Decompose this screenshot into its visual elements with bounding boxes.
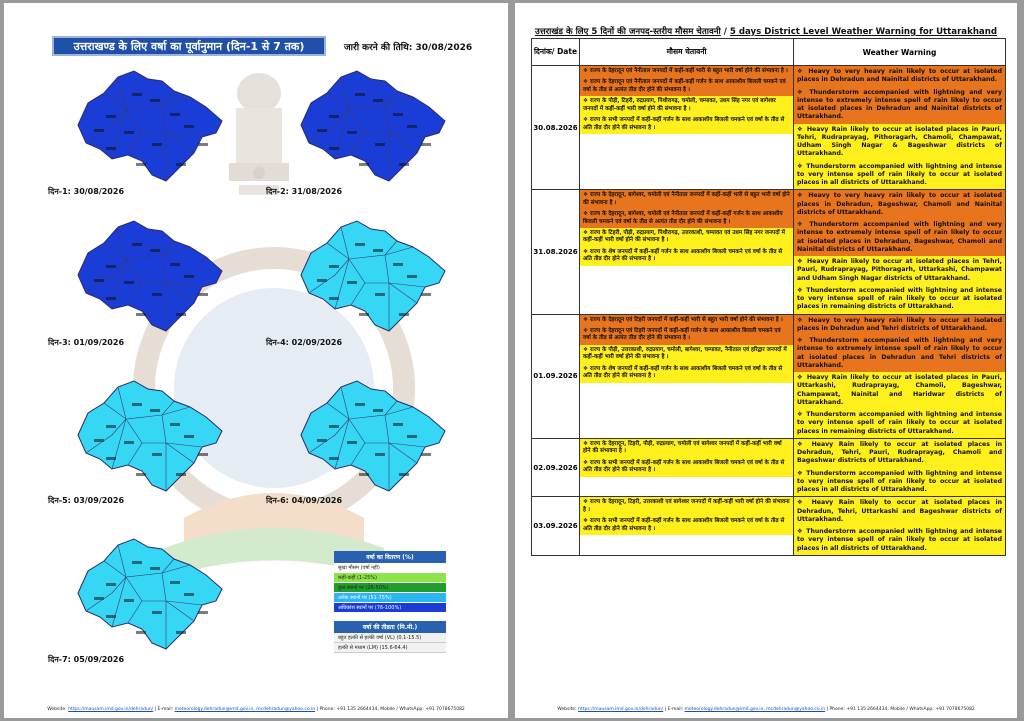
uttarakhand-map bbox=[66, 213, 231, 338]
intensity-row: हल्की से मध्यम (LM) (15.6-64.4) bbox=[334, 643, 446, 653]
forecast-map-day-4 bbox=[289, 213, 454, 338]
warning-text: ❖ Thunderstorm accompanied with lightning and very intense to extremely intense spell of rain likely to occur at isolated places in Dehradun and Nainital districts of Uttarakhand. bbox=[794, 87, 1005, 124]
hindi-warning-cell bbox=[580, 66, 794, 190]
english-warning-cell bbox=[794, 438, 1006, 497]
day-label-2: दिन-2: 31/08/2026 bbox=[266, 187, 343, 196]
warning-row bbox=[532, 314, 1006, 438]
diamond-bullet-icon: ❖ bbox=[797, 411, 807, 418]
warning-text: ❖ राज्य के पौड़ी, उत्तरकाशी, रुद्रप्रयाग, चमोली, बागेश्वर, चम्पावत, नैनीताल एवं हरिद्वार जनपदों में कहीं-कहीं भारी वर्षा होने की संभावना है । bbox=[580, 345, 793, 364]
warning-text: ❖ Heavy Rain likely to occur at isolated places in Pauri, Uttarkashi, Rudraprayag, Chamoli, Bageshwar, Champawat, Nainital and Haridwar districts of Uttarakhand. bbox=[794, 372, 1005, 409]
diamond-bullet-icon: ❖ bbox=[797, 374, 807, 381]
day-label-6: दिन-6: 04/09/2026 bbox=[266, 496, 343, 505]
forecast-map-day-2 bbox=[289, 63, 454, 188]
phone-text: | Phone: +91 135 2664434, Mobile / WhatsApp: +91 7078675082 bbox=[825, 707, 975, 712]
diamond-bullet-icon: ❖ bbox=[583, 459, 590, 466]
diamond-bullet-icon: ❖ bbox=[797, 125, 807, 133]
forecast-map-day-3 bbox=[66, 213, 231, 338]
diamond-bullet-icon: ❖ bbox=[583, 117, 590, 124]
day-label-5: दिन-5: 03/09/2026 bbox=[48, 496, 125, 505]
diamond-bullet-icon: ❖ bbox=[797, 469, 807, 477]
legend-row: कुछ स्थानों पर (26-50%) bbox=[334, 583, 446, 593]
diamond-bullet-icon: ❖ bbox=[583, 346, 590, 353]
warning-text: ❖ राज्य के देहरादून एवं नैनीताल जनपदों में कहीं-कहीं गर्जन के साथ आकाशीय बिजली चमकने एवं वर्षा के तीव्र से अत्यंत तीव्र दौर होने की संभावना है । bbox=[580, 77, 793, 96]
row-date: 30.08.2026 bbox=[532, 66, 580, 190]
hindi-warning-cell bbox=[580, 497, 794, 556]
warning-text: ❖ Thunderstorm accompanied with lightning and intense to very intense spell of rain likely to occur at isolated places in remaining districts of Uttarakhand. bbox=[794, 409, 1005, 438]
legend-row: सूखा मौसम (वर्षा नहीं) bbox=[334, 563, 446, 573]
warning-text: ❖ Heavy to very heavy rain likely to occur at isolated places in Dehradun and Tehri districts of Uttarakhand. bbox=[794, 315, 1005, 336]
uttarakhand-map bbox=[289, 213, 454, 338]
warning-text: ❖ राज्य के सभी जनपदों में कहीं-कहीं गर्जन के साथ आकाशीय बिजली चमकने एवं वर्षा के तीव्र से अति तीव्र दौर होने की संभावना है । bbox=[580, 458, 793, 477]
diamond-bullet-icon: ❖ bbox=[583, 518, 590, 525]
warning-text: ❖ राज्य के सभी जनपदों में कहीं-कहीं गर्जन के साथ आकाशीय बिजली चमकने एवं वर्षा के तीव्र से अति तीव्र दौर होने की संभावना है । bbox=[580, 516, 793, 535]
website-link[interactable]: https://mausam.imd.gov.in/dehradun/ bbox=[68, 707, 154, 712]
website-link[interactable]: https://mausam.imd.gov.in/dehradun/ bbox=[578, 707, 664, 712]
hindi-warning-header: मौसम चेतावनी bbox=[580, 39, 794, 66]
diamond-bullet-icon: ❖ bbox=[797, 528, 807, 535]
diamond-bullet-icon: ❖ bbox=[583, 79, 590, 86]
warning-text: ❖ Heavy Rain likely to occur at isolated places in Dehradun, Tehri, Pauri, Rudraprayag, Chamoli and Bageshwar districts of Uttarakhand. bbox=[794, 439, 1005, 468]
intensity-row: बहुत हल्की से हल्की वर्षा (VL) (0.1-15.5) bbox=[334, 633, 446, 643]
warning-row bbox=[532, 438, 1006, 497]
warning-table-page bbox=[515, 3, 1017, 718]
warning-text: ❖ राज्य के देहरादून, टिहरी, पौड़ी, रुद्रप्रयाग, चमोली एवं बागेश्वर जनपदों में कहीं-कहीं भारी वर्षा होने की संभावना है । bbox=[580, 439, 793, 458]
diamond-bullet-icon: ❖ bbox=[583, 230, 590, 236]
diamond-bullet-icon: ❖ bbox=[583, 365, 590, 372]
forecast-map-day-5 bbox=[66, 373, 231, 498]
rain-distribution-legend bbox=[334, 551, 446, 613]
row-date: 01.09.2026 bbox=[532, 314, 580, 438]
warning-text: ❖ Heavy Rain likely to occur at isolated places in Dehradun, Tehri, Uttarkashi and Bageshwar districts of Uttarakhand. bbox=[794, 497, 1005, 526]
diamond-bullet-icon: ❖ bbox=[583, 211, 590, 218]
row-date: 03.09.2026 bbox=[532, 497, 580, 556]
day-label-3: दिन-3: 01/09/2026 bbox=[48, 338, 125, 347]
warning-text: ❖ राज्य के देहरादून एवं टिहरी जनपदों में कहीं-कहीं भारी से बहुत भारी वर्षा होने की संभावना है । bbox=[580, 315, 793, 326]
issue-date: जारी करने की तिथि: 30/08/2026 bbox=[344, 43, 473, 53]
rain-intensity-legend bbox=[334, 621, 446, 653]
english-warning-cell bbox=[794, 497, 1006, 556]
warning-text: ❖ राज्य के देहरादून, टिहरी, उत्तरकाशी एवं बागेश्वर जनपदों में कहीं-कहीं भारी वर्षा होने की संभावना है । bbox=[580, 497, 793, 516]
warning-text: ❖ Thunderstorm accompanied with lightning and intense to very intense spell of rain likely to occur at isolated places in all districts of Uttarakhand. bbox=[794, 468, 1005, 497]
warning-text: ❖ Thunderstorm accompanied with lightning and very intense to extremely intense spell of rain likely to occur at isolated places in Dehradun, Bageshwar, Chamoli and Nainital districts of Uttarakhand. bbox=[794, 219, 1005, 256]
diamond-bullet-icon: ❖ bbox=[583, 98, 590, 105]
uttarakhand-map bbox=[66, 63, 231, 188]
warning-table bbox=[531, 38, 1006, 556]
diamond-bullet-icon: ❖ bbox=[583, 316, 590, 323]
date-header: दिनांक/ Date bbox=[532, 39, 580, 66]
legend-title: वर्षा का वितरण (%) bbox=[334, 551, 446, 563]
warning-text: ❖ Heavy Rain likely to occur at isolated places in Pauri, Tehri, Rudraprayag, Pithoragarh, Chamoli, Champawat, Udham Singh Nagar & Bageshwar districts of Uttarakhand. bbox=[794, 124, 1005, 161]
warning-title: उत्तराखंड के लिए 5 दिनों की जनपद-स्तरीय मौसम चेतावनी / 5 days District Level Weather Warning for Uttarakhand bbox=[534, 27, 998, 37]
hindi-warning-cell bbox=[580, 314, 794, 438]
diamond-bullet-icon: ❖ bbox=[583, 192, 590, 199]
uttarakhand-map bbox=[289, 373, 454, 498]
email-link[interactable]: meteorology.dehradun@imd.gov.in, mcdehradun@yahoo.co.in bbox=[684, 707, 826, 712]
forecast-map-day-1 bbox=[66, 63, 231, 188]
warning-text: ❖ राज्य के देहरादून, बागेश्वर, चमोली एवं नैनीताल जनपदों में कहीं-कहीं भारी से बहुत भारी वर्षा होने की संभावना है । bbox=[580, 190, 793, 209]
warning-text: ❖ राज्य के शेष जनपदों में कहीं-कहीं गर्जन के साथ आकाशीय बिजली चमकने एवं वर्षा के तीव्र से अति तीव्र दौर होने की संभावना है । bbox=[580, 247, 793, 266]
phone-text: | Phone: +91 135 2664434, Mobile / WhatsApp: +91 7078675082 bbox=[315, 707, 465, 712]
diamond-bullet-icon: ❖ bbox=[583, 248, 590, 255]
diamond-bullet-icon: ❖ bbox=[583, 499, 590, 506]
diamond-bullet-icon: ❖ bbox=[797, 258, 807, 265]
page-footer: Website: https://mausam.imd.gov.in/dehradun/ | E-mail: meteorology.dehradun@imd.gov.in, mcdehradun@yahoo.co.in | Phone: +91 135 2664434, Mobile / WhatsApp: +91 7078675082 bbox=[557, 707, 975, 712]
day-label-7: दिन-7: 05/09/2026 bbox=[48, 655, 125, 664]
diamond-bullet-icon: ❖ bbox=[797, 68, 809, 75]
page-footer: Website: https://mausam.imd.gov.in/dehradun/ | E-mail: meteorology.dehradun@imd.gov.in, mcdehradun@yahoo.co.in | Phone: +91 135 2664434, Mobile / WhatsApp: +91 7078675082 bbox=[47, 707, 465, 712]
email-link[interactable]: meteorology.dehradun@imd.gov.in, mcdehradun@yahoo.co.in bbox=[174, 707, 316, 712]
uttarakhand-map bbox=[66, 531, 231, 656]
intensity-legend-title: वर्षा की तीव्रता (मि.मी.) bbox=[334, 621, 446, 633]
forecast-map-day-7 bbox=[66, 531, 231, 656]
warning-text: ❖ राज्य के देहरादून एवं टिहरी जनपदों में कहीं-कहीं गर्जन के साथ आकाशीय बिजली चमकने एवं वर्षा के तीव्र से अत्यंत तीव्र दौर होने की संभावना है । bbox=[580, 326, 793, 345]
forecast-map-page bbox=[4, 3, 508, 718]
english-warning-cell bbox=[794, 314, 1006, 438]
warning-text: ❖ Heavy Rain likely to occur at isolated places in Tehri, Pauri, Rudraprayag, Pithoragarh, Uttarkashi, Champawat and Udham Singh Nagar districts of Uttarakhand. bbox=[794, 256, 1005, 285]
uttarakhand-map bbox=[289, 63, 454, 188]
diamond-bullet-icon: ❖ bbox=[797, 88, 810, 96]
warning-row bbox=[532, 190, 1006, 314]
diamond-bullet-icon: ❖ bbox=[583, 68, 590, 74]
diamond-bullet-icon: ❖ bbox=[583, 327, 590, 334]
diamond-bullet-icon: ❖ bbox=[797, 221, 810, 228]
warning-text: ❖ राज्य के सभी जनपदों में कहीं-कहीं गर्जन के साथ आकाशीय बिजली चमकने एवं वर्षा के तीव्र से अति तीव्र दौर होने की संभावना है । bbox=[580, 115, 793, 134]
english-warning-header: Weather Warning bbox=[794, 39, 1006, 66]
diamond-bullet-icon: ❖ bbox=[797, 337, 810, 344]
english-warning-cell bbox=[794, 190, 1006, 314]
warning-text: ❖ Thunderstorm accompanied with lightning and intense to very intense spell of rain likely to occur at isolated places in remaining districts of Uttarakhand. bbox=[794, 285, 1005, 314]
legend-row: अनेक स्थानों पर (51-75%) bbox=[334, 593, 446, 603]
warning-text: ❖ राज्य के पौड़ी, टिहरी, रुद्रप्रयाग, पिथौरागढ़, चमोली, चम्पावत, उधम सिंह नगर एवं बागेश्वर जनपदों में कहीं-कहीं भारी वर्षा होने की संभावना है । bbox=[580, 96, 793, 115]
diamond-bullet-icon: ❖ bbox=[797, 192, 809, 200]
warning-text: ❖ Thunderstorm accompanied with lightning and intense to very intense spell of rain likely to occur at isolated places in all districts of Uttarakhand. bbox=[794, 526, 1005, 555]
warning-row bbox=[532, 66, 1006, 190]
diamond-bullet-icon: ❖ bbox=[797, 286, 807, 294]
diamond-bullet-icon: ❖ bbox=[797, 499, 812, 507]
hindi-warning-cell bbox=[580, 190, 794, 314]
warning-text: ❖ Thunderstorm accompanied with lightning and intense to very intense spell of rain likely to occur at isolated places in all districts of Uttarakhand. bbox=[794, 161, 1005, 190]
page-title: उत्तराखण्ड के लिए वर्षा का पूर्वानुमान (दिन-1 से 7 तक) bbox=[52, 36, 326, 56]
warning-text: ❖ राज्य के देहरादून, बागेश्वर, चमोली एवं नैनीताल जनपदों में कहीं-कहीं गर्जन के साथ आकाशीय बिजली चमकने एवं वर्षा के तीव्र से अत्यंत तीव्र दौर होने की संभावना है । bbox=[580, 209, 793, 228]
warning-text: ❖ Heavy to very heavy rain likely to occur at isolated places in Dehradun and Nainital districts of Uttarakhand. bbox=[794, 66, 1005, 87]
hindi-warning-cell bbox=[580, 438, 794, 497]
forecast-map-day-6 bbox=[289, 373, 454, 498]
diamond-bullet-icon: ❖ bbox=[797, 440, 812, 448]
diamond-bullet-icon: ❖ bbox=[583, 440, 590, 447]
warning-text: ❖ Thunderstorm accompanied with lightning and very intense to extremely intense spell of rain likely to occur at isolated places in Dehradun and Tehri districts of Uttarakhand. bbox=[794, 335, 1005, 372]
warning-text: ❖ Heavy to very heavy rain likely to occur at isolated places in Dehradun, Bageshwar, Chamoli and Nainital districts of Uttarakhand. bbox=[794, 190, 1005, 219]
english-warning-cell bbox=[794, 66, 1006, 190]
uttarakhand-map bbox=[66, 373, 231, 498]
legend-row: अधिकांश स्थानों पर (76-100%) bbox=[334, 603, 446, 613]
day-label-4: दिन-4: 02/09/2026 bbox=[266, 338, 343, 347]
diamond-bullet-icon: ❖ bbox=[797, 162, 807, 170]
row-date: 31.08.2026 bbox=[532, 190, 580, 314]
row-date: 02.09.2026 bbox=[532, 438, 580, 497]
warning-row bbox=[532, 497, 1006, 556]
warning-text: ❖ राज्य के शेष जनपदों में कहीं-कहीं गर्जन के साथ आकाशीय बिजली चमकने एवं वर्षा के तीव्र से अति तीव्र दौर होने की संभावना है । bbox=[580, 364, 793, 383]
diamond-bullet-icon: ❖ bbox=[797, 316, 809, 324]
warning-text: ❖ राज्य के टिहरी, पौड़ी, रुद्रप्रयाग, पिथौरागढ़, उत्तरकाशी, चम्पावत एवं उधम सिंह नगर जनपदों में कहीं-कहीं भारी वर्षा होने की संभावना है । bbox=[580, 228, 793, 247]
warning-text: ❖ राज्य के देहरादून एवं नैनीताल जनपदों में कहीं-कहीं भारी से बहुत भारी वर्षा होने की संभावना है । bbox=[580, 66, 793, 77]
day-label-1: दिन-1: 30/08/2026 bbox=[48, 187, 125, 196]
legend-row: कहीं-कहीं (1-25%) bbox=[334, 573, 446, 583]
